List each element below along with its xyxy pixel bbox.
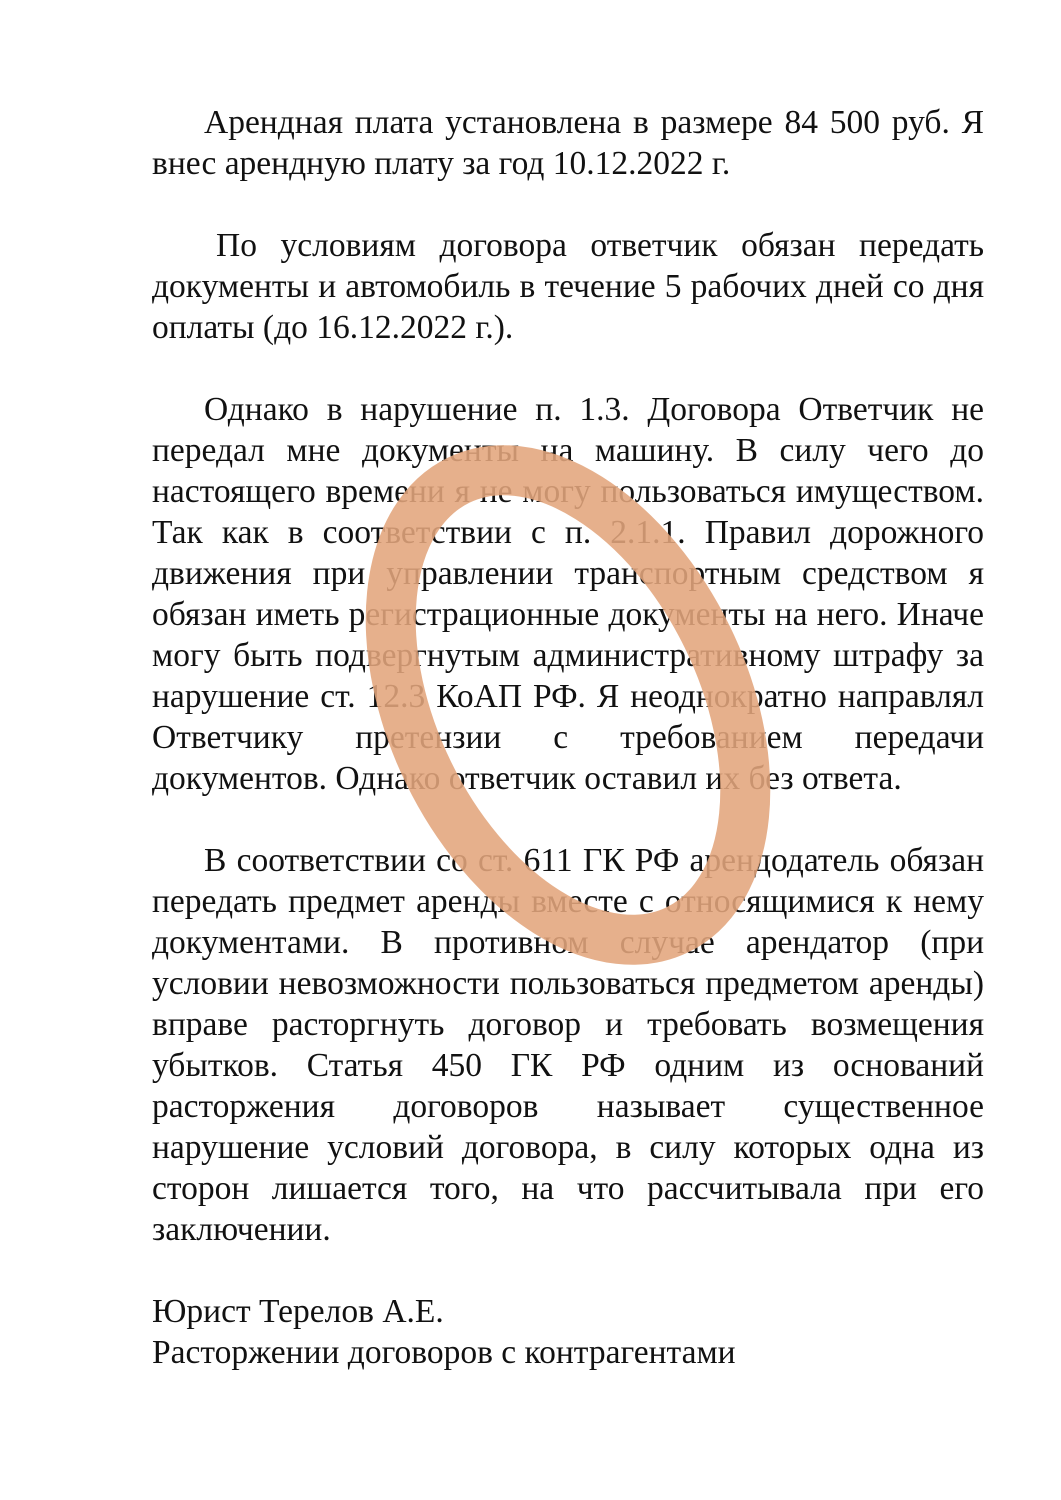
- signature-block: [152, 1291, 984, 1373]
- signature-name: Юрист Терелов А.Е.: [152, 1293, 444, 1330]
- paragraph-contract-terms: По условиям договора ответчик обязан передать документы и автомобиль в течение 5 рабочих дней со дня оплаты (до 16.12.2022 г.).: [152, 227, 984, 346]
- signature-title: Расторжении договоров с контрагентами: [152, 1334, 736, 1371]
- paragraph-violation: Однако в нарушение п. 1.3. Договора Ответчик не передал мне документы на машину. В силу чего до настоящего времени я не могу пользоваться имуществом. Так как в соответствии с п. 2.1.1. Правил дорожного движения при управлении транспортным средством я обязан иметь регистрационные документы на него. Иначе могу быть подвергнутым административному штрафу за нарушение ст. 12.3 КоАП РФ. Я неоднократно направлял Ответчику претензии с требованием передачи документов. Однако ответчик оставил их без ответа.: [152, 391, 984, 797]
- paragraph-rent-payment: Арендная плата установлена в размере 84 500 руб. Я внес арендную плату за год 10.12.2022 г.: [152, 104, 984, 182]
- document-body: [152, 102, 984, 1373]
- paragraph-legal-basis: В соответствии со ст. 611 ГК РФ арендодатель обязан передать предмет аренды вместе с относящимися к нему документами. В противном случае арендатор (при условии невозможности пользоваться предметом аренды) вправе расторгнуть договор и требовать возмещения убытков. Статья 450 ГК РФ одним из оснований расторжения договоров называет существенное нарушение условий договора, в силу которых одна из сторон лишается того, на что рассчитывала при его заключении.: [152, 842, 984, 1248]
